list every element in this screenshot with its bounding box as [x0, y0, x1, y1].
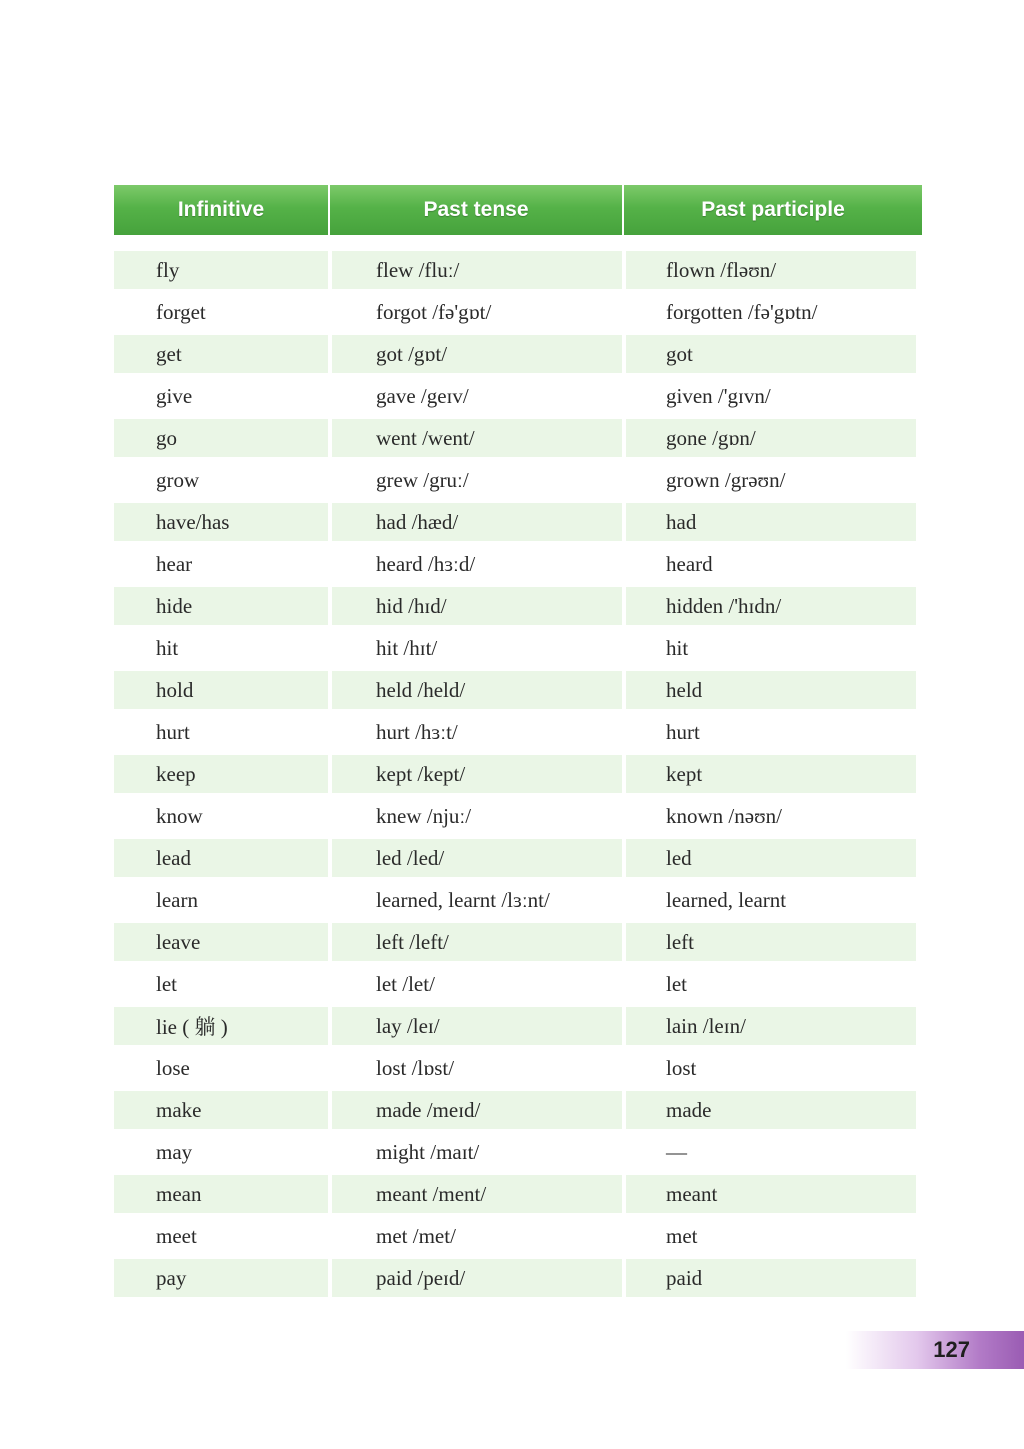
past-participle-cell: left	[622, 923, 916, 961]
infinitive-cell: hide	[114, 587, 328, 625]
past-tense-cell: might /maɪt/	[328, 1133, 622, 1171]
past-tense-cell: knew /njuː/	[328, 797, 622, 835]
past-tense-cell: hurt /hɜːt/	[328, 713, 622, 751]
past-tense-cell: heard /hɜːd/	[328, 545, 622, 583]
past-participle-cell: lain /leɪn/	[622, 1007, 916, 1045]
past-tense-cell: gave /geɪv/	[328, 377, 622, 415]
past-tense-cell: got /gɒt/	[328, 335, 622, 373]
header-past-tense: Past tense	[328, 185, 622, 235]
past-participle-cell: let	[622, 965, 916, 1003]
past-tense-cell: went /went/	[328, 419, 622, 457]
past-tense-cell: left /left/	[328, 923, 622, 961]
past-tense-cell: made /meɪd/	[328, 1091, 622, 1129]
past-tense-cell: led /led/	[328, 839, 622, 877]
infinitive-cell: go	[114, 419, 328, 457]
past-participle-cell: lost	[622, 1049, 916, 1087]
verb-table	[114, 185, 922, 1297]
infinitive-cell: meet	[156, 1223, 197, 1248]
past-tense-cell: flew /fluː/	[328, 251, 622, 289]
infinitive-cell: get	[114, 335, 328, 373]
past-participle-cell: meant	[622, 1175, 916, 1213]
past-tense-cell: let /let/	[328, 965, 622, 1003]
past-tense-cell: hid /hɪd/	[328, 587, 622, 625]
infinitive-cell: hurt	[156, 719, 190, 744]
infinitive-cell: lie ( 躺 )	[114, 1007, 328, 1045]
past-participle-cell: hit	[622, 629, 916, 667]
page-number: 127	[933, 1337, 970, 1362]
past-participle-cell: made	[622, 1091, 916, 1129]
past-tense-cell: had /hæd/	[328, 503, 622, 541]
past-tense-cell: learned, learnt /lɜːnt/	[328, 881, 622, 919]
page-number-tab	[846, 1331, 1024, 1369]
past-tense-cell: paid /peɪd/	[328, 1259, 622, 1297]
header-past-participle: Past participle	[622, 185, 922, 235]
infinitive-cell: hear	[156, 551, 193, 576]
past-participle-cell: given /'gɪvn/	[622, 377, 916, 415]
infinitive-cell: fly	[114, 251, 328, 289]
infinitive-cell: have/has	[114, 503, 328, 541]
past-participle-cell: kept	[622, 755, 916, 793]
past-tense-cell: hit /hɪt/	[328, 629, 622, 667]
past-participle-cell: flown /fləʊn/	[622, 251, 916, 289]
past-participle-cell: hidden /'hɪdn/	[622, 587, 916, 625]
past-participle-cell: forgotten /fə'gɒtn/	[622, 293, 916, 331]
past-participle-cell: led	[622, 839, 916, 877]
header-infinitive: Infinitive	[114, 185, 328, 235]
past-participle-cell: held	[622, 671, 916, 709]
infinitive-cell: know	[156, 803, 203, 828]
infinitive-cell: let	[156, 971, 177, 996]
past-participle-cell: met	[622, 1217, 916, 1255]
infinitive-cell: may	[156, 1139, 193, 1164]
infinitive-cell: grow	[156, 467, 200, 492]
past-participle-cell: heard	[622, 545, 916, 583]
past-tense-cell: meant /ment/	[328, 1175, 622, 1213]
infinitive-cell: leave	[114, 923, 328, 961]
infinitive-cell: learn	[156, 887, 198, 912]
past-tense-cell: kept /kept/	[328, 755, 622, 793]
past-participle-cell: got	[622, 335, 916, 373]
past-participle-cell: learned, learnt	[622, 881, 916, 919]
past-participle-cell: —	[622, 1133, 916, 1171]
past-participle-cell: hurt	[622, 713, 916, 751]
infinitive-cell: keep	[114, 755, 328, 793]
past-participle-cell: known /nəʊn/	[622, 797, 916, 835]
infinitive-cell: make	[114, 1091, 328, 1129]
past-tense-cell: grew /gruː/	[328, 461, 622, 499]
past-tense-cell: met /met/	[328, 1217, 622, 1255]
infinitive-cell: lead	[114, 839, 328, 877]
infinitive-cell: hold	[114, 671, 328, 709]
infinitive-cell: mean	[114, 1175, 328, 1213]
past-participle-cell: had	[622, 503, 916, 541]
past-tense-cell: forgot /fə'gɒt/	[328, 293, 622, 331]
past-participle-cell: gone /gɒn/	[622, 419, 916, 457]
past-tense-cell: lay /leɪ/	[328, 1007, 622, 1045]
past-tense-cell: held /held/	[328, 671, 622, 709]
infinitive-cell: lose	[156, 1055, 190, 1080]
infinitive-cell: hit	[156, 635, 179, 660]
past-participle-cell: grown /grəʊn/	[622, 461, 916, 499]
past-participle-cell: paid	[622, 1259, 916, 1297]
infinitive-cell: forget	[156, 299, 206, 324]
past-tense-cell: lost /lɒst/	[328, 1049, 622, 1087]
infinitive-cell: give	[156, 383, 193, 408]
header-spacer	[114, 239, 922, 247]
infinitive-cell: pay	[114, 1259, 328, 1297]
